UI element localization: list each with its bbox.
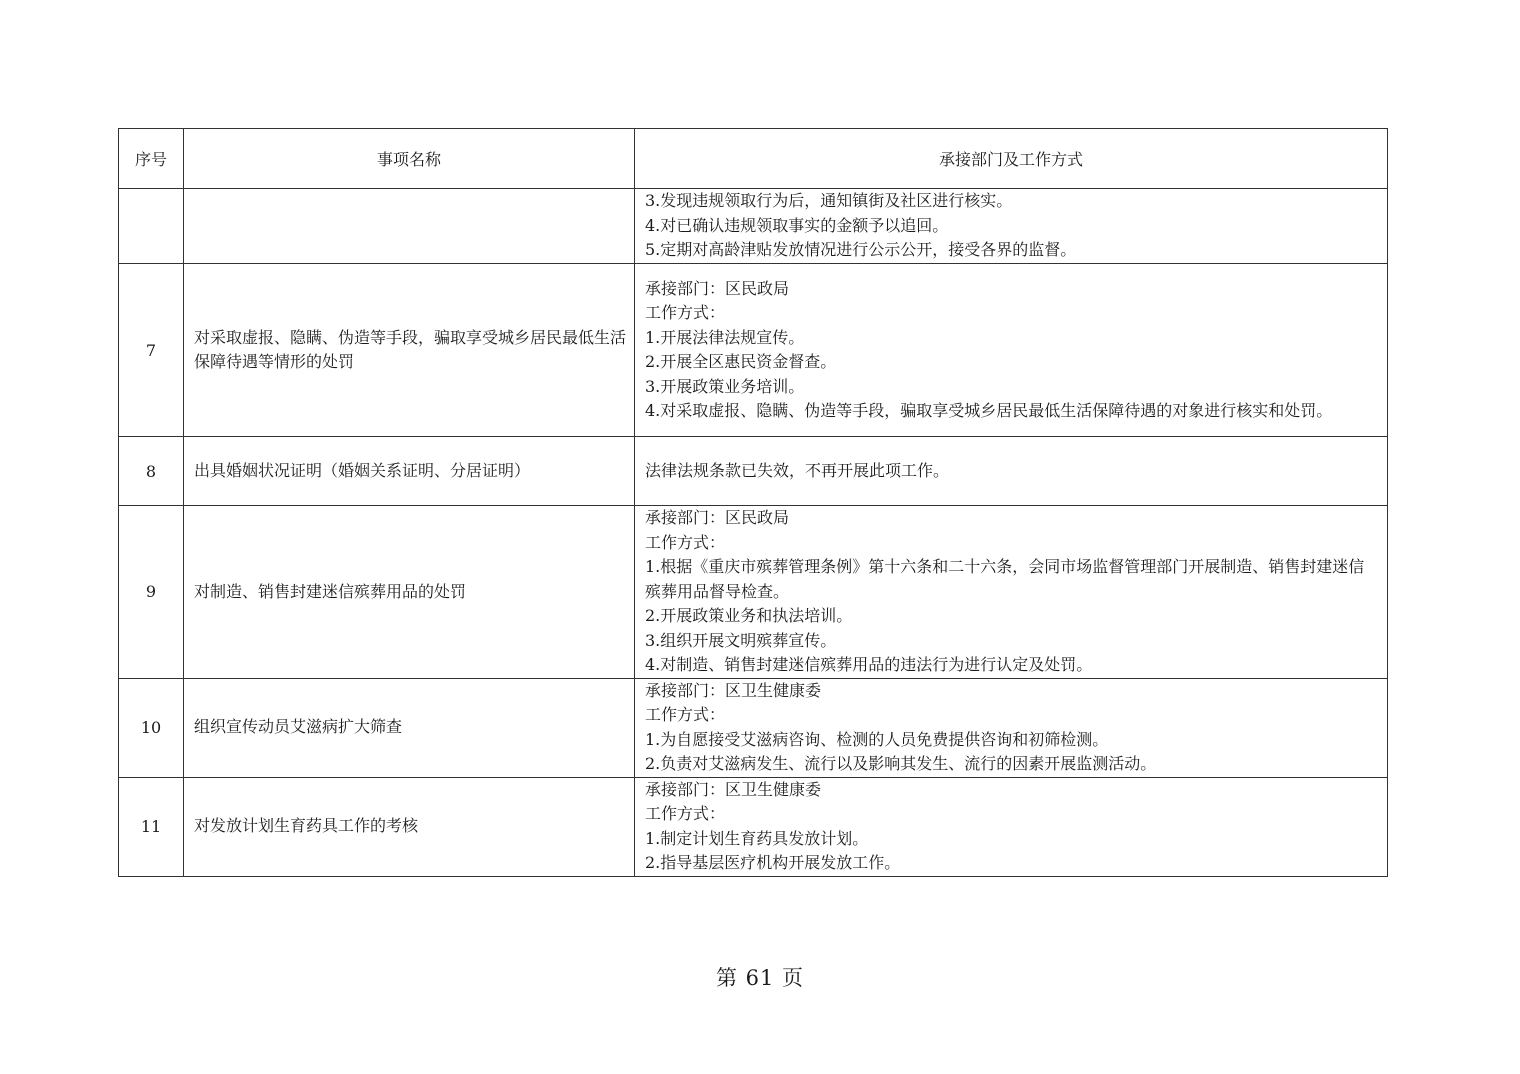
dept-line: 2.开展政策业务和执法培训。 <box>645 606 853 625</box>
dept-line: 工作方式： <box>645 303 726 322</box>
row-dept <box>635 264 1388 437</box>
row-name: 组织宣传动员艾滋病扩大筛查 <box>184 678 635 777</box>
table-row <box>119 189 1388 264</box>
row-dept <box>635 506 1388 679</box>
row-seq: 11 <box>119 777 184 876</box>
row-dept <box>635 189 1388 264</box>
dept-line: 承接部门：区民政局 <box>645 278 790 298</box>
row-seq: 8 <box>119 437 184 506</box>
dept-line: 1.开展法律法规宣传。 <box>645 327 805 347</box>
dept-line: 承接部门：区民政局 <box>645 508 790 527</box>
row-seq: 10 <box>119 678 184 777</box>
table-row <box>119 437 1388 506</box>
table-row <box>119 264 1388 437</box>
row-name: 出具婚姻状况证明（婚姻关系证明、分居证明） <box>184 437 635 506</box>
dept-line: 4.对制造、销售封建迷信殡葬用品的违法行为进行认定及处罚。 <box>645 655 1093 674</box>
row-seq: 9 <box>119 506 184 679</box>
row-dept <box>635 437 1388 506</box>
dept-line: 2.负责对艾滋病发生、流行以及影响其发生、流行的因素开展监测活动。 <box>645 754 1157 773</box>
header-seq: 序号 <box>119 129 184 189</box>
dept-line: 工作方式： <box>645 804 726 823</box>
dept-line: 4.对已确认违规领取事实的金额予以追回。 <box>645 215 949 235</box>
row-dept <box>635 777 1388 876</box>
dept-line: 法律法规条款已失效，不再开展此项工作。 <box>645 460 950 480</box>
table-row <box>119 506 1388 679</box>
dept-line: 承接部门：区卫生健康委 <box>645 680 822 700</box>
row-name <box>184 189 635 264</box>
dept-line: 1.根据《重庆市殡葬管理条例》第十六条和二十六条，会同市场监督管理部门开展制造、销售封建迷信殡葬用品督导检查。 <box>645 557 1365 601</box>
dept-line: 工作方式： <box>645 532 726 552</box>
dept-line: 2.开展全区惠民资金督查。 <box>645 352 837 371</box>
table-header-row <box>119 129 1388 189</box>
row-seq: 7 <box>119 264 184 437</box>
dept-line: 工作方式： <box>645 705 726 724</box>
dept-line: 3.开展政策业务培训。 <box>645 376 805 396</box>
row-dept <box>635 678 1388 777</box>
dept-line: 3.组织开展文明殡葬宣传。 <box>645 630 837 650</box>
dept-line: 4.对采取虚报、隐瞒、伪造等手段，骗取享受城乡居民最低生活保障待遇的对象进行核实和处罚。 <box>645 401 1333 420</box>
dept-line: 3.发现违规领取行为后，通知镇街及社区进行核实。 <box>645 191 1013 211</box>
dept-line: 5.定期对高龄津贴发放情况进行公示公开，接受各界的监督。 <box>645 240 1077 260</box>
row-name: 对采取虚报、隐瞒、伪造等手段，骗取享受城乡居民最低生活保障待遇等情形的处罚 <box>184 264 635 437</box>
header-name: 事项名称 <box>184 129 635 189</box>
row-seq <box>119 189 184 264</box>
header-dept: 承接部门及工作方式 <box>635 129 1388 189</box>
table-row <box>119 678 1388 777</box>
dept-line: 承接部门：区卫生健康委 <box>645 779 822 799</box>
dept-line: 2.指导基层医疗机构开展发放工作。 <box>645 853 901 872</box>
matters-table <box>118 128 1388 877</box>
row-name: 对制造、销售封建迷信殡葬用品的处罚 <box>184 506 635 679</box>
dept-line: 1.为自愿接受艾滋病咨询、检测的人员免费提供咨询和初筛检测。 <box>645 729 1109 749</box>
row-name: 对发放计划生育药具工作的考核 <box>184 777 635 876</box>
page-number: 第 61 页 <box>715 966 805 990</box>
dept-line: 1.制定计划生育药具发放计划。 <box>645 828 869 848</box>
table-row <box>119 777 1388 876</box>
